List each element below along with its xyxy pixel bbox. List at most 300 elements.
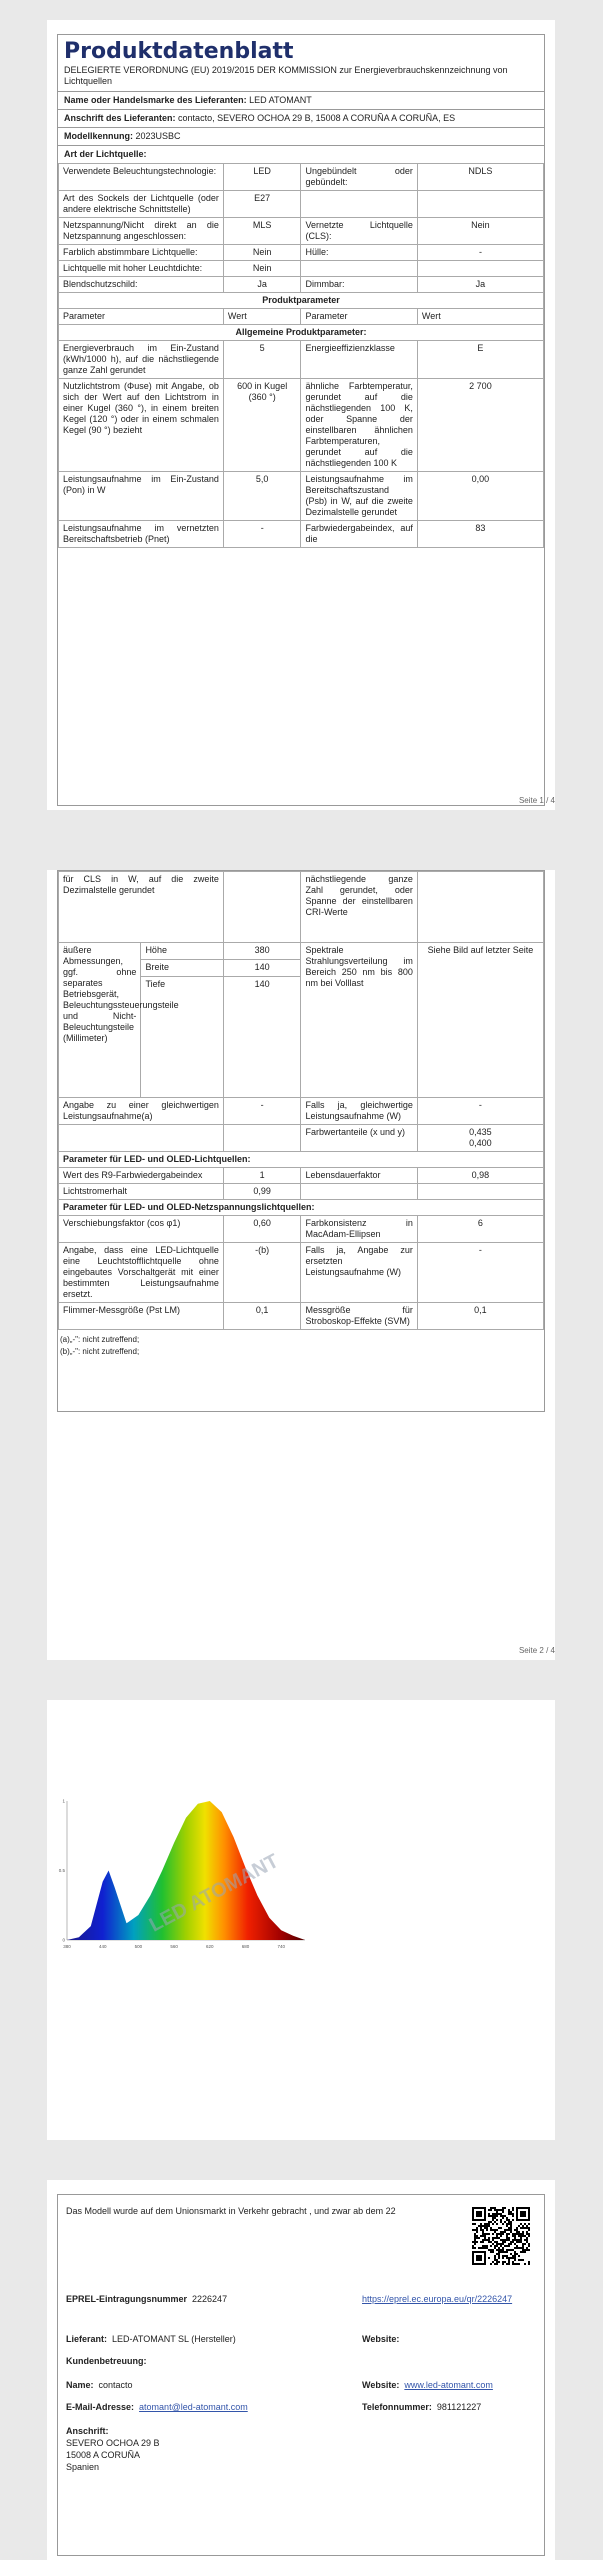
qr-module [514,2251,516,2253]
qr-module [520,2239,522,2241]
cell [301,261,417,277]
qr-module [486,2239,488,2241]
qr-module [526,2241,528,2243]
cell: Farblich abstimmbare Lichtquelle: [59,245,224,261]
qr-module [522,2251,524,2253]
qr-module [506,2249,508,2251]
cell: Verwendete Beleuchtungstechnologie: [59,164,224,191]
qr-module [512,2213,514,2215]
qr-module [512,2249,514,2251]
qr-module [526,2249,528,2251]
qr-module [528,2233,530,2235]
qr-module [506,2217,508,2219]
qr-module [486,2227,488,2229]
qr-module [472,2247,474,2249]
qr-module [480,2229,482,2231]
qr-module [516,2227,518,2229]
qr-module [506,2235,508,2237]
qr-module [506,2229,508,2231]
address-line-2: 15008 A CORUÑA [66,2450,141,2460]
contact-name: contacto [98,2380,133,2390]
cell: Farbwertanteile (x und y) [301,1125,417,1152]
qr-module [482,2231,484,2233]
cell: Parameter [301,309,417,325]
qr-module [502,2207,504,2209]
qr-module [514,2235,516,2237]
cell: Parameter [59,309,224,325]
x-tick-label: 740 [277,1944,285,1949]
qr-module [526,2231,528,2233]
qr-module [524,2263,526,2265]
qr-module [508,2229,510,2231]
qr-module [506,2255,508,2257]
qr-module [504,2245,506,2247]
page-3 [47,1700,555,2140]
qr-module [492,2239,494,2241]
qr-module [494,2255,496,2257]
qr-module [500,2251,502,2253]
cell: Farbwiedergabeindex, auf die [301,521,417,548]
qr-module [500,2221,502,2223]
cell [301,191,417,218]
qr-module [498,2233,500,2235]
qr-module [498,2255,500,2257]
qr-module [502,2257,504,2259]
qr-module [490,2229,492,2231]
cell: - [417,1243,543,1303]
cell: Leistungsaufnahme im vernetzten Bereitschaftsbetrieb (Pnet) [59,521,224,548]
qr-module [504,2251,506,2253]
qr-module [510,2229,512,2231]
cell: ähnliche Farbtemperatur, gerundet auf die nächstliegenden 100 K, oder Spanne der einstellbaren ähnlichen Farbtemperaturen, gerundet auf die nächstliegenden 100 K [301,379,417,472]
cell [223,1125,301,1152]
qr-module [482,2229,484,2231]
qr-module [522,2227,524,2229]
qr-module [500,2235,502,2237]
qr-module [520,2259,522,2261]
cell: Vernetzte Lichtquelle (CLS): [301,218,417,245]
qr-module [522,2231,524,2233]
cell: Dimmbar: [301,277,417,293]
qr-module [494,2237,496,2239]
qr-module [512,2215,514,2217]
cell: 140 [223,977,301,1098]
model-row [58,127,544,145]
cell: Lichtquelle mit hoher Leuchtdichte: [59,261,224,277]
qr-module [494,2215,496,2217]
qr-module [482,2233,484,2235]
name-label: Name: [66,2380,94,2390]
table-row [59,872,544,943]
qr-module [494,2231,496,2233]
qr-module [482,2245,484,2247]
qr-module [504,2255,506,2257]
qr-module [474,2235,476,2237]
cell: nächstliegende ganze Zahl gerundet, oder Spanne der einstellbaren CRI-Werte [301,872,417,943]
section-header [59,325,544,341]
cell: Leistungsaufnahme im Ein-Zustand (Pon) in W [59,472,224,521]
qr-module [502,2243,504,2245]
cell [417,1184,543,1200]
qr-module [512,2263,514,2265]
cell: 380 [223,943,301,960]
qr-module [486,2233,488,2235]
qr-module [494,2257,496,2259]
x-tick-label: 380 [63,1944,71,1949]
qr-module [496,2259,498,2261]
qr-module [494,2245,496,2247]
qr-module [494,2213,496,2215]
qr-module [480,2235,482,2237]
cell: 140 [223,960,301,977]
qr-module [498,2253,500,2255]
cell [417,872,543,943]
qr-module [514,2257,516,2259]
page-number: Seite 1 / 4 [518,796,555,805]
qr-module [510,2211,512,2213]
qr-module [502,2239,504,2241]
qr-module [488,2223,490,2225]
qr-module [502,2247,504,2249]
qr-module [484,2237,486,2239]
qr-module [502,2249,504,2251]
qr-module [528,2223,530,2225]
website-link[interactable]: www.led-atomant.com [404,2380,493,2390]
qr-module [484,2223,486,2225]
email-label: E-Mail-Adresse: [66,2402,135,2412]
qr-module [508,2257,510,2259]
type-row [58,145,544,163]
cell [59,1125,224,1152]
qr-module [484,2245,486,2247]
qr-module [500,2215,502,2217]
qr-module [502,2263,504,2265]
qr-module [496,2229,498,2231]
qr-module [518,2225,520,2227]
cell: - [223,1098,301,1125]
cell: Blendschutzschild: [59,277,224,293]
qr-module [498,2243,500,2245]
qr-module [488,2237,490,2239]
qr-module [502,2231,504,2233]
cell: E [417,341,543,379]
qr-module [504,2207,506,2209]
qr-module [496,2211,498,2213]
qr-module [512,2235,514,2237]
qr-module [512,2261,514,2263]
cell: Wert [417,309,543,325]
table-row [59,341,544,379]
qr-module [488,2249,490,2251]
qr-module [492,2207,494,2209]
qr-module [480,2227,482,2229]
qr-module [494,2247,496,2249]
qr-module [496,2263,498,2265]
qr-module [516,2247,518,2249]
qr-module [476,2211,482,2217]
qr-module [486,2223,488,2225]
qr-module [492,2233,494,2235]
qr-module [494,2207,496,2209]
cell: Wert [223,309,301,325]
qr-module [488,2239,490,2241]
cell: Energieeffizienzklasse [301,341,417,379]
qr-module [512,2219,514,2221]
qr-module [490,2245,492,2247]
qr-module [502,2217,504,2219]
qr-module [510,2225,512,2227]
qr-module [510,2257,512,2259]
cell: LED [223,164,301,191]
qr-module [510,2243,512,2245]
cell: Messgröße für Stroboskop-Effekte (SVM) [301,1303,417,1330]
qr-module [524,2227,526,2229]
qr-module [504,2261,506,2263]
qr-module [472,2223,474,2225]
qr-module [476,2237,478,2239]
qr-code-icon[interactable] [472,2207,530,2265]
cell: Nein [223,245,301,261]
qr-module [518,2239,520,2241]
cell: 83 [417,521,543,548]
cell: 0,435 0,400 [417,1125,543,1152]
qr-module [486,2245,488,2247]
cell: Lebensdauerfaktor [301,1168,417,1184]
qr-module [492,2249,494,2251]
table-row [59,1303,544,1330]
qr-module [482,2225,484,2227]
page-2 [47,870,555,1660]
address-label: Anschrift: [66,2426,109,2436]
supplier-label: Lieferant: [66,2334,108,2344]
qr-module [518,2241,520,2243]
led-oled-heading: Parameter für LED- und OLED-Lichtquellen: [59,1152,544,1168]
cell: 0,00 [417,472,543,521]
eprel-link[interactable]: https://eprel.ec.europa.eu/qr/2226247 [362,2294,513,2304]
section-header [59,1200,544,1216]
qr-module [502,2233,504,2235]
cell: Lichtstromerhalt [59,1184,224,1200]
qr-module [510,2227,512,2229]
qr-module [508,2219,510,2221]
qr-module [520,2235,522,2237]
supplier-value: LED-ATOMANT SL (Hersteller) [112,2334,236,2344]
qr-module [504,2241,506,2243]
qr-module [522,2259,524,2261]
qr-module [488,2225,490,2227]
qr-module [486,2225,488,2227]
x-tick-label: 440 [98,1944,107,1949]
qr-module [500,2245,502,2247]
qr-module [502,2215,504,2217]
address-block [66,2425,160,2473]
qr-module [500,2233,502,2235]
section-header [59,1152,544,1168]
qr-module [488,2233,490,2235]
qr-module [496,2237,498,2239]
qr-module [514,2233,516,2235]
qr-module [490,2215,492,2217]
qr-module [490,2227,492,2229]
qr-module [528,2245,530,2247]
qr-module [508,2259,510,2261]
qr-module [520,2237,522,2239]
qr-module [496,2241,498,2243]
cell: E27 [223,191,301,218]
table-row [59,472,544,521]
website2-row [362,2379,493,2391]
qr-module [474,2223,476,2225]
qr-module [488,2241,490,2243]
qr-module [498,2257,500,2259]
cell: Nutzlichtstrom (Φuse) mit Angabe, ob sich der Wert auf den Lichtstrom in einer Kugel (360 °), in einem breiten Kegel (120 °) oder in einem schmalen Kegel (90 °) bezieht [59,379,224,472]
cell: 1 [223,1168,301,1184]
supplier-address-row [58,109,544,127]
qr-module [526,2237,528,2239]
cell: Flimmer-Messgröße (Pst LM) [59,1303,224,1330]
qr-module [492,2261,494,2263]
qr-module [492,2213,494,2215]
qr-module [524,2243,526,2245]
qr-module [524,2223,526,2225]
qr-module [518,2247,520,2249]
qr-module [518,2235,520,2237]
qr-module [506,2223,508,2225]
qr-module [492,2251,494,2253]
spectral-value: Siehe Bild auf letzter Seite [417,943,543,1098]
qr-module [480,2225,482,2227]
qr-module [498,2249,500,2251]
qr-module [520,2211,526,2217]
qr-module [492,2237,494,2239]
cell: Farbkonsistenz in MacAdam-Ellipsen [301,1216,417,1243]
qr-module [496,2253,498,2255]
qr-module [522,2247,524,2249]
qr-module [476,2241,478,2243]
qr-module [522,2249,524,2251]
qr-module [500,2227,502,2229]
qr-module [490,2241,492,2243]
cell: Falls ja, gleichwertige Leistungsaufnahme (W) [301,1098,417,1125]
cell: - [417,1098,543,1125]
table-row [59,521,544,548]
qr-module [486,2247,488,2249]
qr-module [520,2251,522,2253]
datasheet-frame-continued [57,870,545,1412]
cell: 5 [223,341,301,379]
mains-heading: Parameter für LED- und OLED-Netzspannungslichtquellen: [59,1200,544,1216]
phone-number: 981121227 [436,2402,482,2412]
table-row [59,277,544,293]
table-row [59,1098,544,1125]
eprel-row [66,2293,227,2305]
qr-module [526,2225,528,2227]
qr-module [528,2243,530,2245]
table-row [59,218,544,245]
qr-module [474,2247,476,2249]
qr-module [520,2233,522,2235]
cell: Ja [417,277,543,293]
qr-module [514,2229,516,2231]
qr-module [502,2223,504,2225]
qr-module [496,2243,498,2245]
qr-module [496,2209,498,2211]
footnote-a: (a)„-": nicht zutreffend; [60,1335,140,1344]
footnote-b: (b)„-": nicht zutreffend; [60,1347,140,1356]
qr-module [512,2257,514,2259]
qr-module [488,2213,490,2215]
qr-module [510,2241,512,2243]
qr-module [508,2237,510,2239]
qr-module [508,2239,510,2241]
qr-module [498,2227,500,2229]
cell: 0,99 [223,1184,301,1200]
cell: 6 [417,1216,543,1243]
table-row [59,191,544,218]
qr-module [508,2223,510,2225]
qr-module [500,2231,502,2233]
x-tick-label: 500 [134,1944,143,1949]
qr-module [482,2247,484,2249]
qr-module [506,2263,508,2265]
qr-module [494,2221,496,2223]
qr-module [520,2227,522,2229]
qr-module [508,2243,510,2245]
cell: Falls ja, Angabe zur ersetzten Leistungsaufnahme (W) [301,1243,417,1303]
qr-module [508,2261,510,2263]
qr-module [506,2233,508,2235]
qr-module [474,2237,476,2239]
qr-module [498,2261,500,2263]
qr-module [492,2243,494,2245]
qr-module [522,2233,524,2235]
qr-module [478,2247,480,2249]
datasheet-frame [57,34,545,806]
table-row [59,379,544,472]
type-label: Art der Lichtquelle: [64,149,147,159]
qr-module [496,2215,498,2217]
qr-module [528,2229,530,2231]
email-link[interactable]: atomant@led-atomant.com [139,2402,248,2412]
qr-module [504,2231,506,2233]
x-tick-label: 680 [241,1944,250,1949]
qr-module [478,2225,480,2227]
qr-module [508,2245,510,2247]
cell: Verschiebungsfaktor (cos φ1) [59,1216,224,1243]
qr-module [520,2247,522,2249]
cell: Breite [141,960,223,977]
qr-module [508,2221,510,2223]
qr-module [492,2229,494,2231]
qr-module [496,2235,498,2237]
x-tick-label: 560 [170,1944,178,1949]
cell: Art des Sockels der Lichtquelle (oder andere elektrische Schnittstelle) [59,191,224,218]
qr-module [476,2227,478,2229]
qr-module [516,2229,518,2231]
support-label: Kundenbetreuung: [66,2356,147,2366]
qr-module [484,2227,486,2229]
qr-module [480,2223,482,2225]
qr-module [510,2221,512,2223]
dimensions-label: äußere Abmessungen, ggf. ohne separates Betriebsgerät, Beleuchtungssteuerungsteile und Nicht-Beleuchtungsteile (Millimeter) [59,943,141,1098]
qr-module [524,2235,526,2237]
qr-module [510,2223,512,2225]
cell: 0,1 [417,1303,543,1330]
qr-module [496,2245,498,2247]
cell: 5,0 [223,472,301,521]
qr-module [512,2207,514,2209]
qr-module [498,2213,500,2215]
